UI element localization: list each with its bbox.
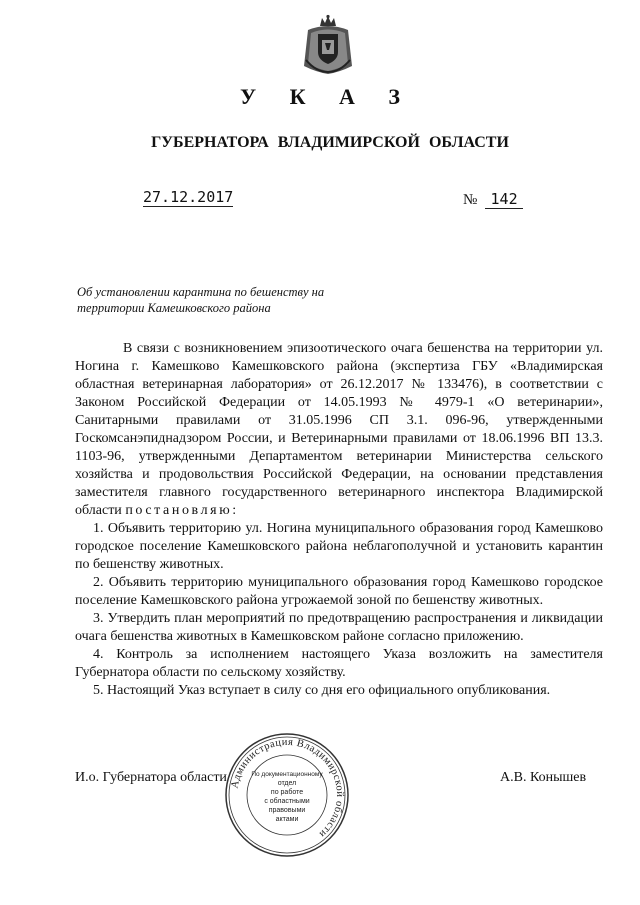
decree-item-3: 3. Утвердить план мероприятий по предотвращению распространения и ликвидации очага бешенства животных в Камешковском районе согласно приложению. [75, 611, 603, 644]
stamp-inner-line-3: по работе [270, 789, 304, 796]
signer-position: И.о. Губернатора области [75, 770, 227, 785]
preamble-text: В связи с возникновением эпизоотического очага бешенства на территории ул. Ногина г. Камешково Камешковского района (экспертиза ГБУ «Владимирская областная ветеринарная лаборатория» от 26.12.2017 № 133476), в соответствии с Законом Российской Федерации от 14.05.1993 № 4979-1 «О ветеринарии», Санитарными правилами от 31.05.1996 СП 3.1. 096-96, утвержденными Госкомсанэпиднадзором России, и Ветеринарными правилами от 18.06.1996 ВП 13.3. 1103-96, утвержденными Департаментом ветеринарии Министерства сельского хозяйства и продовольствия Российской Федерации, на основании представления заместителя главного государственного ветеринарного инспектора Владимирской области [75, 341, 603, 518]
stamp-inner-line-2: отдел [277, 780, 297, 787]
stamp-ring-text: Администрация Владимирской области [229, 736, 346, 840]
stamp-inner-line-6: актами [275, 816, 299, 823]
decree-number: 142 [485, 190, 523, 209]
stamp-inner-line-4: с областными [264, 798, 310, 805]
subject-line-1: Об установлении карантина по бешенству на [77, 285, 325, 299]
decree-date: 27.12.2017 [143, 188, 234, 206]
stamp-inner-line-1: По документационному [251, 771, 323, 778]
decree-verb: постановляю: [125, 503, 239, 518]
coat-of-arms-icon [298, 14, 358, 76]
issuer-title: ГУБЕРНАТОРА ВЛАДИМИРСКОЙ ОБЛАСТИ [151, 134, 509, 151]
preamble-paragraph [75, 340, 603, 520]
number-sign: № [463, 192, 478, 208]
decree-subject [77, 284, 377, 316]
decree-body [75, 340, 603, 700]
decree-number-block [463, 190, 523, 209]
document-type-title: У К А З [239, 84, 415, 109]
decree-item-1: 1. Объявить территорию ул. Ногина муниципального образования город Камешково городское поселение Камешковского района неблагополучной и установить карантин по бешенству животных. [75, 521, 603, 572]
decree-item-5: 5. Настоящий Указ вступает в силу со дня его официального опубликования. [93, 683, 551, 698]
subject-line-2: территории Камешковского района [77, 301, 271, 315]
official-stamp [222, 730, 352, 860]
signer-name: А.В. Конышев [500, 770, 587, 785]
decree-item-4: 4. Контроль за исполнением настоящего Указа возложить на заместителя Губернатора области по сельскому хозяйству. [75, 647, 603, 680]
stamp-inner-line-5: правовыми [268, 807, 306, 814]
decree-item-2: 2. Объявить территорию муниципального образования город Камешково городское поселение Камешковского района угрожаемой зоной по бешенству животных. [75, 575, 603, 608]
